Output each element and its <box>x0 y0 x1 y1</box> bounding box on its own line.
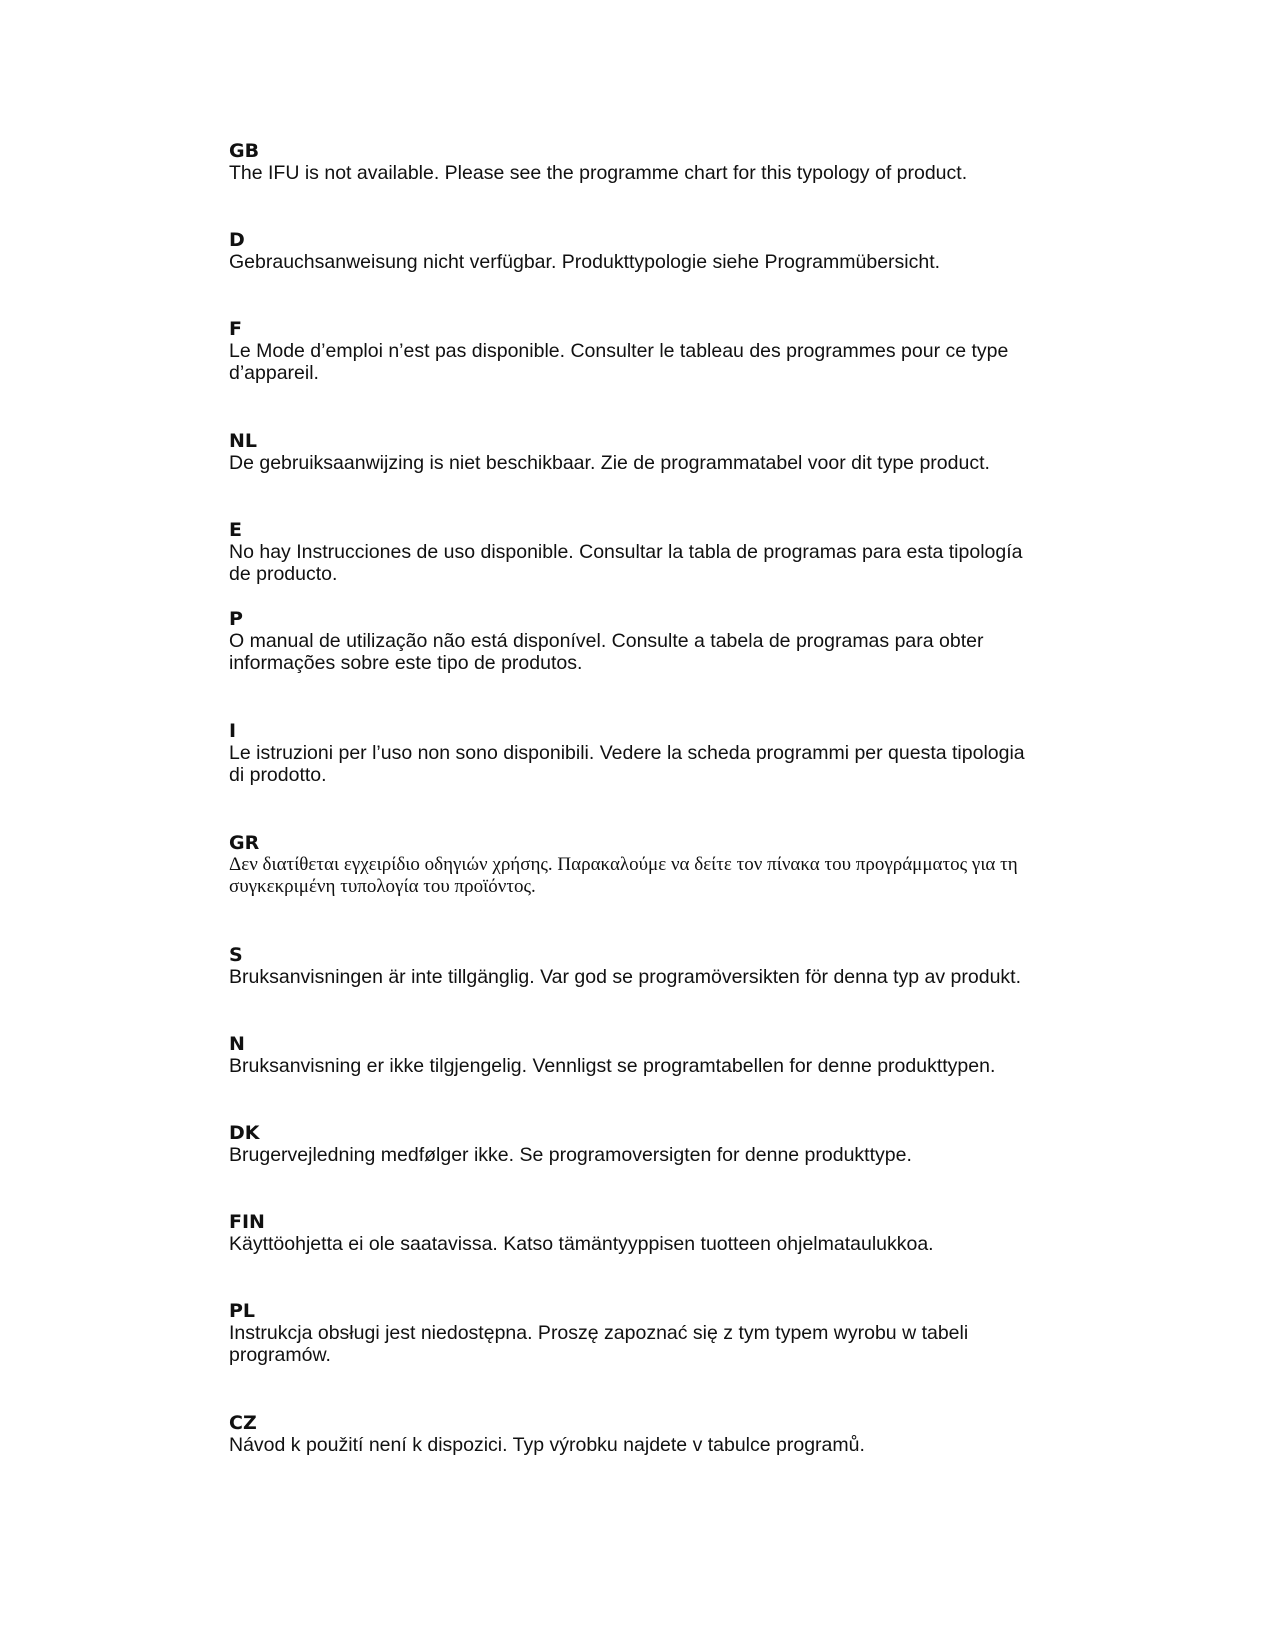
language-code: DK <box>229 1122 260 1144</box>
notice-text: The IFU is not available. Please see the programme chart for this typology of product. <box>229 162 968 184</box>
notice-text: De gebruiksaanwijzing is niet beschikbaar. Zie de programmatabel voor dit type product. <box>229 452 990 474</box>
language-code: E <box>229 519 242 541</box>
language-code: GR <box>229 832 260 854</box>
language-code: P <box>229 608 243 630</box>
section-i <box>229 720 1049 786</box>
notice-text: Návod k použití není k dispozici. Typ výrobku najdete v tabulce programů. <box>229 1434 865 1456</box>
language-code: GB <box>229 140 260 162</box>
section-pl <box>229 1300 1049 1366</box>
language-code: S <box>229 944 243 966</box>
section-s <box>229 944 1049 988</box>
notice-text: Δεν διατίθεται εγχειρίδιο οδηγιών χρήσης. Παρακαλούμε να δείτε τον πίνακα του προγράμματος για τη συγκεκριμένη τυπολογία του προϊόντος. <box>229 854 1018 897</box>
section-gb <box>229 140 1049 184</box>
language-code: D <box>229 229 245 251</box>
section-d <box>229 229 1049 273</box>
language-code: I <box>229 720 237 742</box>
section-n <box>229 1033 1049 1077</box>
language-code: FIN <box>229 1211 265 1233</box>
notice-text: Gebrauchsanweisung nicht verfügbar. Produkttypologie siehe Programmübersicht. <box>229 251 941 273</box>
notice-text: Bruksanvisning er ikke tilgjengelig. Vennligst se programtabellen for denne produkttypen. <box>229 1055 996 1077</box>
notice-text: Le istruzioni per l’uso non sono disponibili. Vedere la scheda programmi per questa tipologia di prodotto. <box>229 742 1025 786</box>
notice-text: Le Mode d’emploi n’est pas disponible. Consulter le tableau des programmes pour ce type d’appareil. <box>229 340 1009 384</box>
language-code: N <box>229 1033 245 1055</box>
section-gr <box>229 832 1049 898</box>
language-code: PL <box>229 1300 256 1322</box>
section-cz <box>229 1412 1049 1456</box>
language-code: F <box>229 318 242 340</box>
notice-text: Instrukcja obsługi jest niedostępna. Proszę zapoznać się z tym typem wyrobu w tabeli programów. <box>229 1322 969 1366</box>
section-fin <box>229 1211 1049 1255</box>
notice-text: Brugervejledning medfølger ikke. Se programoversigten for denne produkttype. <box>229 1144 912 1166</box>
notice-text: Käyttöohjetta ei ole saatavissa. Katso tämäntyyppisen tuotteen ohjelmataulukkoa. <box>229 1233 934 1255</box>
language-code: CZ <box>229 1412 257 1434</box>
section-e <box>229 519 1049 585</box>
notice-text: O manual de utilização não está disponível. Consulte a tabela de programas para obter informações sobre este tipo de produtos. <box>229 630 984 674</box>
section-f <box>229 318 1049 384</box>
language-code: NL <box>229 430 258 452</box>
notice-text: No hay Instrucciones de uso disponible. Consultar la tabla de programas para esta tipología de producto. <box>229 541 1023 585</box>
section-dk <box>229 1122 1049 1166</box>
section-nl <box>229 430 1049 474</box>
section-p <box>229 608 1049 674</box>
notice-text: Bruksanvisningen är inte tillgänglig. Var god se programöversikten för denna typ av produkt. <box>229 966 1021 988</box>
